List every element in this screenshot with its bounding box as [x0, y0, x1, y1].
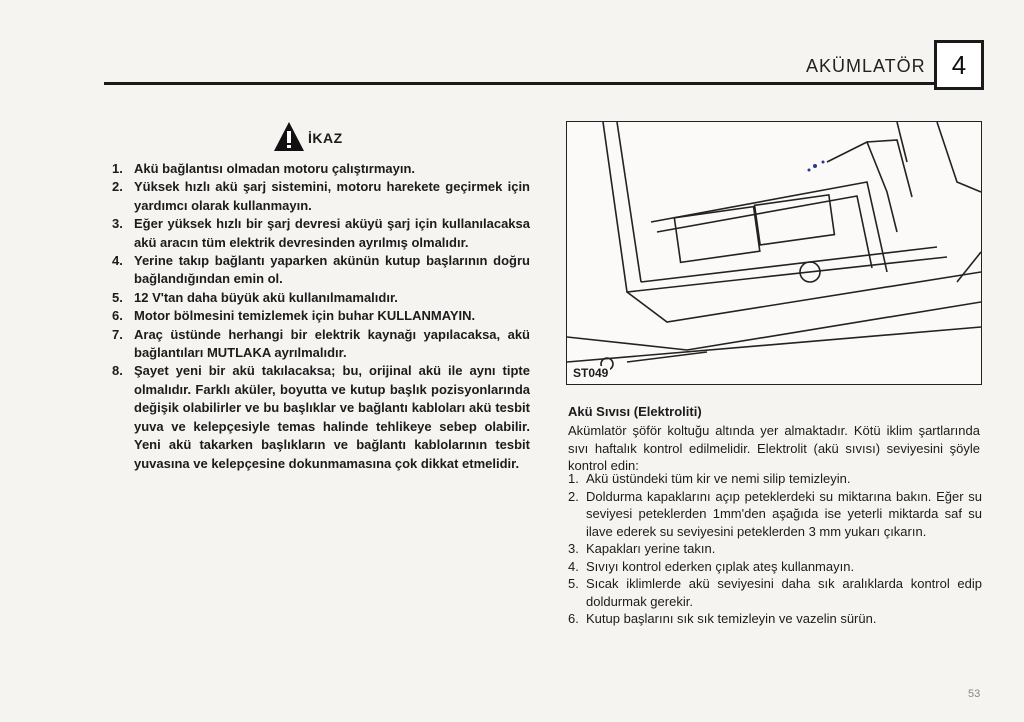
- warning-triangle-icon: [272, 120, 306, 154]
- step-number: 1.: [568, 471, 579, 486]
- step-number: 4.: [568, 558, 579, 574]
- step-number: 3.: [568, 541, 579, 556]
- item-text: Araç üstünde herhangi bir elektrik kaynağı yapılacaksa, akü bağlantıları MUTLAKA ayrılmalıdır.: [134, 326, 530, 361]
- step-number: 6.: [568, 611, 579, 626]
- item-number: 5.: [112, 289, 123, 305]
- item-number: 2.: [112, 179, 123, 195]
- section-intro: Akümlatör şöför koltuğu altında yer almaktadır. Kötü iklim şartlarında sıvı haftalık kontrol edilmelidir. Elektrolit (akü sıvısı) seviyesini şöyle kontrol edin:: [568, 423, 980, 473]
- list-item: [112, 326, 530, 363]
- step-text: Akü üstündeki tüm kir ve nemi silip temizleyin.: [586, 471, 851, 486]
- electrolyte-steps: [568, 470, 982, 628]
- figure-label: ST049: [573, 366, 609, 380]
- warning-title: İKAZ: [308, 130, 343, 146]
- header-rule: [104, 82, 936, 85]
- page-number: 53: [968, 688, 981, 700]
- step-text: Sıvıyı kontrol ederken çıplak ateş kullanmayın.: [586, 558, 855, 574]
- battery-compartment-drawing: [567, 122, 981, 384]
- item-number: 1.: [112, 161, 123, 176]
- item-number: 6.: [112, 308, 123, 324]
- item-text: Eğer yüksek hızlı bir şarj devresi aküyü şarj için kullanılacaksa akü aracın tüm elektrik devresinden ayrılmış olmalıdır.: [134, 216, 530, 250]
- step-text: Kutup başlarını sık sık temizleyin ve vazelin sürün.: [586, 611, 877, 626]
- step-text: Kapakları yerine takın.: [586, 541, 716, 556]
- list-item: [112, 252, 530, 289]
- item-text: Yerine takıp bağlantı yaparken akünün kutup başlarının doğru bağlandığından emin ol.: [134, 253, 530, 287]
- item-number: 7.: [112, 326, 123, 342]
- step-text: Sıcak iklimlerde akü seviyesini daha sık aralıklarda kontrol edip doldurmak gerekir.: [586, 576, 982, 609]
- step-text: Doldurma kapaklarını açıp peteklerdeki su miktarına bakın. Eğer su seviyesi peteklerden 1mm'den aşağıda ise yeterli miktarda saf su ilave ederek su seviyesini peteklerden 3 mm yukarı çıkarın.: [586, 488, 982, 539]
- item-number: 8.: [112, 363, 123, 379]
- list-item: [112, 362, 530, 472]
- list-item: [112, 289, 530, 307]
- item-text: Şayet yeni bir akü takılacaksa; bu, orijinal akü ile aynı tipte olmalıdır. Farklı aküler, boyutta ve kutup başlık pozisyonlarında değişik olabilirler ve bu başlıklar ve bağlantı kabloları akü tesbit yuva ve kelepçesiyle temas halinde tehlikeye sebep olabilir. Yeni akü takarken başlıkların ve bağlantı kablolarının tesbit yuvasına ve kelepçesine dokunmamasına çok dikkat etmelidir.: [134, 363, 530, 471]
- list-item: [568, 610, 982, 628]
- list-item: [112, 307, 530, 325]
- item-text: Motor bölmesini temizlemek için buhar KULLANMAYIN.: [134, 308, 476, 324]
- list-item: [112, 160, 530, 178]
- list-item: [568, 575, 982, 610]
- item-text: Yüksek hızlı akü şarj sistemini, motoru harekete geçirmek için yardımcı olarak kullanmayın.: [134, 179, 530, 213]
- list-item: [112, 178, 530, 215]
- item-text: Akü bağlantısı olmadan motoru çalıştırmayın.: [134, 161, 416, 176]
- step-number: 5.: [568, 576, 579, 591]
- list-item: [568, 470, 982, 488]
- warning-list: [112, 160, 530, 473]
- list-item: [568, 558, 982, 576]
- item-text: 12 V'tan daha büyük akü kullanılmamalıdır.: [134, 289, 398, 305]
- item-number: 4.: [112, 253, 123, 269]
- step-number: 2.: [568, 488, 579, 504]
- warning-heading: [272, 120, 392, 156]
- list-item: [112, 215, 530, 252]
- list-item: [568, 488, 982, 541]
- list-item: [568, 540, 982, 558]
- section-title: Akü Sıvısı (Elektroliti): [568, 404, 702, 419]
- chapter-number: 4: [934, 40, 984, 90]
- item-number: 3.: [112, 216, 123, 232]
- battery-illustration: [566, 121, 982, 385]
- chapter-title: AKÜMLATÖR: [806, 56, 926, 76]
